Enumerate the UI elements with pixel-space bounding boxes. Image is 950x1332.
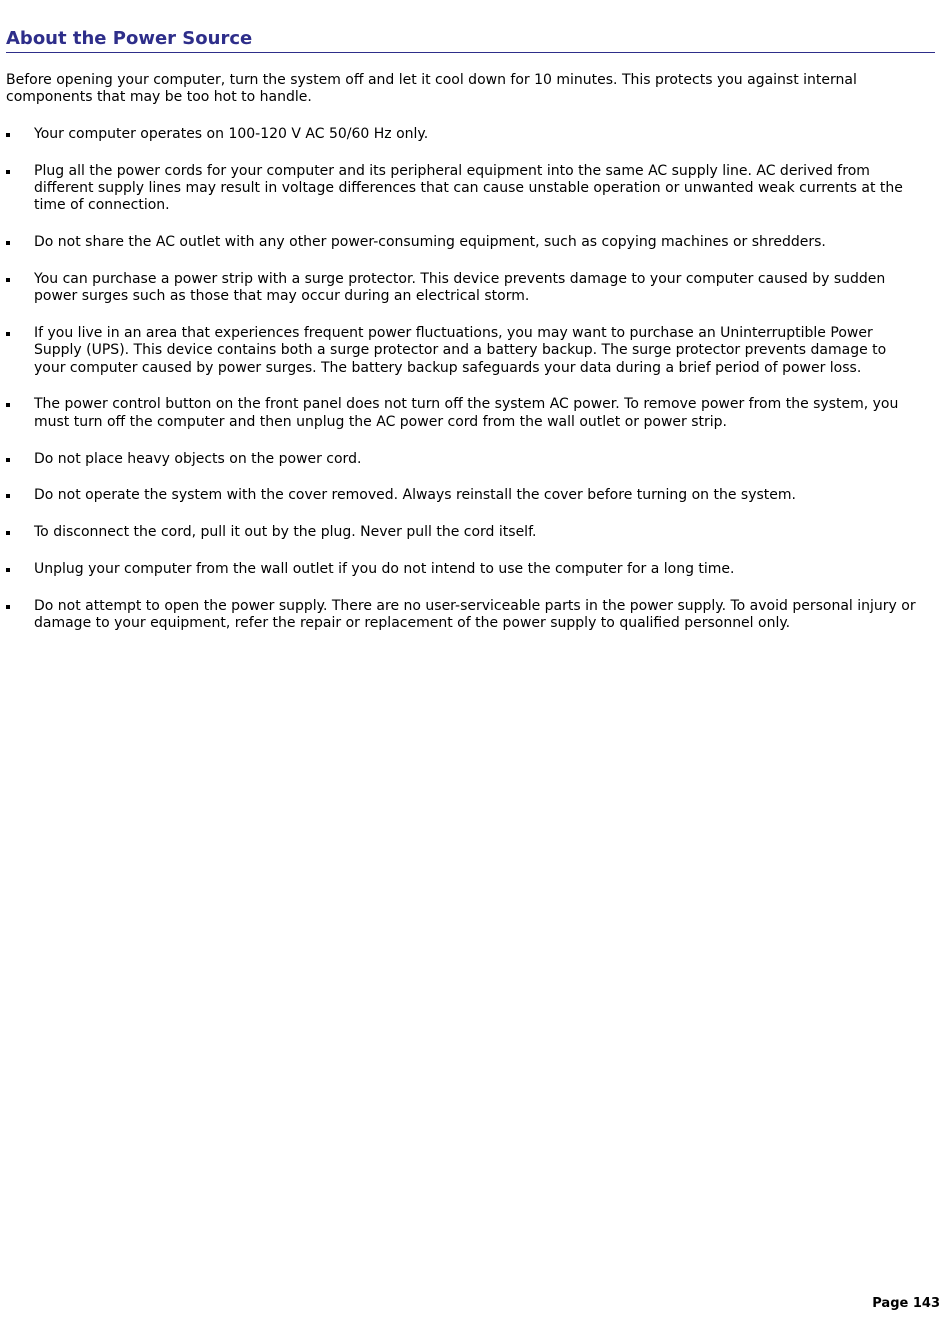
- list-item-text: Your computer operates on 100-120 V AC 50/60 Hz only.: [34, 126, 429, 142]
- list-item: [6, 234, 920, 251]
- square-bullet-icon: [6, 568, 10, 572]
- list-item-text: Plug all the power cords for your computer and its peripheral equipment into the same AC supply line. AC derived from different supply lines may result in voltage differences that can cause unstable operation or unwanted weak currents at the time of connection.: [34, 162, 903, 214]
- list-item-text: Do not share the AC outlet with any other power-consuming equipment, such as copying machines or shredders.: [34, 234, 826, 251]
- list-item-text: The power control button on the front panel does not turn off the system AC power. To remove power from the system, you must turn off the computer and then unplug the AC power cord from the wall outlet or power strip.: [34, 396, 899, 430]
- intro-paragraph: Before opening your computer, turn the system off and let it cool down for 10 minutes. This protects you against internal components that may be too hot to handle.: [6, 72, 857, 105]
- square-bullet-icon: [6, 278, 10, 282]
- list-item: [6, 325, 920, 377]
- square-bullet-icon: [6, 133, 10, 137]
- list-item-text: Unplug your computer from the wall outlet if you do not intend to use the computer for a long time.: [34, 560, 735, 577]
- list-item: [6, 487, 920, 504]
- list-item: [6, 126, 920, 143]
- list-item: [6, 598, 920, 633]
- list-item: [6, 396, 920, 431]
- safety-bullet-list: [6, 126, 935, 632]
- document-page: [6, 26, 935, 652]
- list-item-text: To disconnect the cord, pull it out by the plug. Never pull the cord itself.: [34, 524, 537, 541]
- page-title: About the Power Source: [6, 26, 935, 53]
- list-item: [6, 163, 920, 215]
- list-item-text: You can purchase a power strip with a surge protector. This device prevents damage to your computer caused by sudden power surges such as those that may occur during an electrical storm.: [34, 270, 886, 305]
- list-item: [6, 271, 920, 306]
- square-bullet-icon: [6, 494, 10, 498]
- list-item-text: If you live in an area that experiences frequent power fluctuations, you may want to purchase an Uninterruptible Power Supply (UPS). This device contains both a surge protector and a battery backup. The surge protector prevents damage to your computer caused by power surges. The battery backup safeguards your data during a brief period of power loss.: [34, 325, 887, 376]
- list-item-text: Do not attempt to open the power supply. There are no user-serviceable parts in the power supply. To avoid personal injury or damage to your equipment, refer the repair or replacement of the power supply to qualified personnel only.: [34, 597, 916, 632]
- square-bullet-icon: [6, 531, 10, 535]
- square-bullet-icon: [6, 241, 10, 245]
- list-item: [6, 561, 920, 578]
- square-bullet-icon: [6, 332, 10, 336]
- list-item-text: Do not place heavy objects on the power cord.: [34, 450, 362, 467]
- list-item: [6, 451, 920, 468]
- list-item-text: Do not operate the system with the cover removed. Always reinstall the cover before turning on the system.: [34, 487, 796, 504]
- square-bullet-icon: [6, 170, 10, 174]
- square-bullet-icon: [6, 458, 10, 462]
- list-item: [6, 524, 920, 541]
- square-bullet-icon: [6, 403, 10, 407]
- square-bullet-icon: [6, 605, 10, 609]
- page-number: Page 143: [872, 1296, 940, 1311]
